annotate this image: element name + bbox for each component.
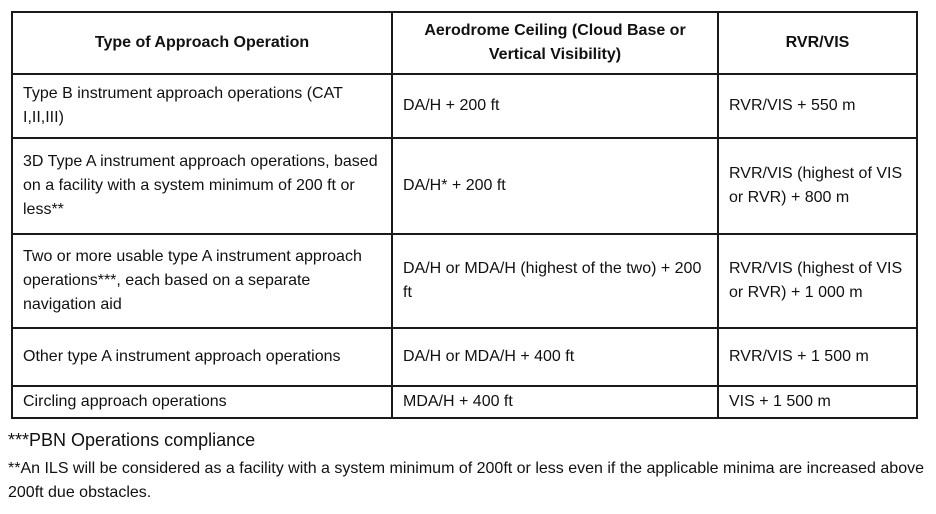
header-aerodrome-ceiling: Aerodrome Ceiling (Cloud Base or Vertical Visibility) — [392, 12, 718, 74]
cell-aerodrome-ceiling: DA/H + 200 ft — [392, 74, 718, 138]
table-row — [12, 328, 917, 386]
cell-rvr-vis: RVR/VIS + 550 m — [718, 74, 917, 138]
cell-aerodrome-ceiling: DA/H or MDA/H (highest of the two) + 200 ft — [392, 234, 718, 328]
table-row — [12, 138, 917, 234]
cell-approach-type: Two or more usable type A instrument approach operations***, each based on a separate navigation aid — [12, 234, 392, 328]
table-row — [12, 234, 917, 328]
table-header-row — [12, 12, 917, 74]
footnote-pbn: ***PBN Operations compliance — [8, 430, 256, 450]
minima-table — [11, 11, 918, 419]
footnote-ils: **An ILS will be considered as a facility with a system minimum of 200ft or less even if the applicable minima are increased above 200ft due obstacles. — [8, 460, 924, 501]
cell-approach-type: Other type A instrument approach operations — [12, 328, 392, 386]
table-row — [12, 386, 917, 418]
cell-rvr-vis: RVR/VIS (highest of VIS or RVR) + 1 000 m — [718, 234, 917, 328]
table-row — [12, 74, 917, 138]
header-rvr-vis: RVR/VIS — [718, 12, 917, 74]
cell-aerodrome-ceiling: MDA/H + 400 ft — [392, 386, 718, 418]
cell-approach-type: Circling approach operations — [12, 386, 392, 418]
header-approach-type: Type of Approach Operation — [12, 12, 392, 74]
cell-approach-type: 3D Type A instrument approach operations, based on a facility with a system minimum of 200 ft or less** — [12, 138, 392, 234]
cell-approach-type: Type B instrument approach operations (CAT I,II,III) — [12, 74, 392, 138]
cell-aerodrome-ceiling: DA/H* + 200 ft — [392, 138, 718, 234]
cell-aerodrome-ceiling: DA/H or MDA/H + 400 ft — [392, 328, 718, 386]
cell-rvr-vis: RVR/VIS (highest of VIS or RVR) + 800 m — [718, 138, 917, 234]
cell-rvr-vis: VIS + 1 500 m — [718, 386, 917, 418]
cell-rvr-vis: RVR/VIS + 1 500 m — [718, 328, 917, 386]
